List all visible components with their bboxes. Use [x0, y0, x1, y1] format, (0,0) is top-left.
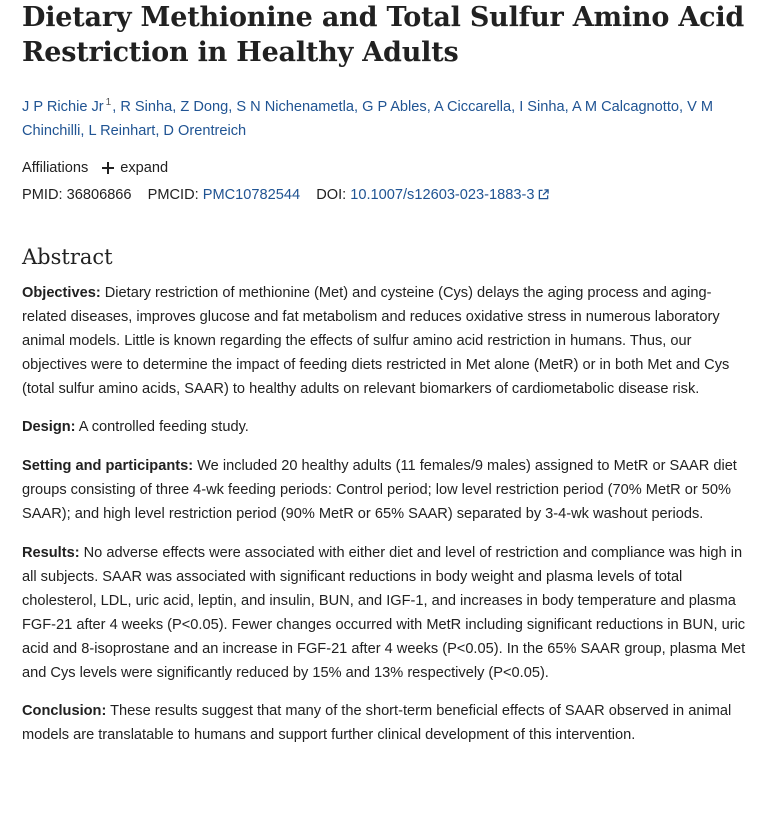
pmid-value: 36806866: [66, 186, 132, 203]
author-link[interactable]: I Sinha: [519, 98, 565, 115]
section-text: We included 20 healthy adults (11 females/9 males) assigned to MetR or SAAR diet groups consisting of three 4-wk feeding periods: Control period; low level restriction period (70% MetR or 50% SAAR); and high level restriction period (90% MetR or 65% SAAR) separated by 3-4-wk washout periods.: [22, 458, 737, 523]
author-list: J P Richie Jr $^1$, R Sinha, Z Dong, S N Nichenametla, G P Ables, A Ciccarella, I Sinha, A M Calcagnotto, V M Chinchilli, L Reinhart, D Orentreich: [22, 97, 714, 139]
section-text: These results suggest that many of the short-term beneficial effects of SAAR observed in animal models are translatable to humans and support further clinical development of this intervention.: [22, 703, 732, 744]
pmcid-link[interactable]: PMC10782544: [202, 186, 301, 203]
affiliations-label: Affiliations: [22, 159, 89, 176]
author-link[interactable]: A Ciccarella: [434, 98, 512, 115]
section-label: Results:: [22, 544, 80, 561]
abstract-conclusion: [22, 699, 752, 747]
author-link[interactable]: D Orentreich: [163, 122, 247, 139]
author-link[interactable]: J P Richie Jr: [22, 98, 104, 115]
author-link[interactable]: S N Nichenametla: [236, 98, 354, 115]
author-link[interactable]: A M Calcagnotto: [571, 98, 680, 115]
author-link[interactable]: R Sinha: [120, 98, 173, 115]
author-link[interactable]: V M Chinchilli: [22, 98, 714, 139]
section-label: Design:: [22, 419, 76, 436]
section-text: Dietary restriction of methionine (Met) and cysteine (Cys) delays the aging process and aging-related diseases, improves glucose and fat metabolism and reduces oxidative stress in numerous laboratory animal models. Little is known regarding the effects of sulfur amino acid restriction in humans. Thus, our objectives were to determine the impact of feeding diets restricted in Met alone (MetR) or in both Met and Cys (total sulfur amino acids, SAAR) to healthy adults on relevant biomarkers of cardiometabolic disease risk.: [22, 284, 730, 397]
identifiers-row: [22, 184, 746, 206]
author-link[interactable]: L Reinhart: [88, 122, 156, 139]
article-title: Dietary Methionine and Total Sulfur Amino Acid Restriction in Healthy Adults: [22, 2, 745, 68]
doi-link[interactable]: 10.1007/s12603-023-1883-3: [350, 186, 535, 203]
section-text: A controlled feeding study.: [78, 419, 249, 436]
expand-affiliations-button[interactable]: expand: [120, 159, 169, 176]
abstract-design: [22, 415, 752, 439]
abstract-objectives: [22, 281, 752, 401]
abstract-results: [22, 541, 752, 685]
plus-icon[interactable]: [102, 162, 114, 174]
affiliation-superscript[interactable]: 1: [105, 97, 112, 108]
doi-label: DOI:: [316, 186, 347, 203]
section-label: Objectives:: [22, 284, 101, 301]
abstract-heading: Abstract: [22, 244, 113, 269]
affiliations-row: [22, 157, 746, 179]
section-label: Conclusion:: [22, 703, 107, 720]
pmcid-label: PMCID:: [147, 186, 199, 203]
section-text: No adverse effects were associated with either diet and level of restriction and compliance was high in all subjects. SAAR was associated with significant reductions in body weight and plasma levels of total cholesterol, LDL, uric acid, leptin, and insulin, BUN, and IGF-1, and increases in body temperature and plasma FGF-21 after 4 weeks (P<0.05). Fewer changes occurred with MetR including significant reductions in BUN, uric acid and 8-isoprostane and an increase in FGF-21 after 4 weeks (P<0.05). In the 65% SAAR group, plasma Met and Cys levels were significantly reduced by 15% and 13% respectively (P<0.05).: [22, 544, 746, 681]
abstract-setting: [22, 454, 752, 526]
external-link-icon[interactable]: [538, 189, 549, 200]
pmid-label: PMID:: [22, 186, 63, 203]
section-label: Setting and participants:: [22, 458, 194, 475]
author-link[interactable]: Z Dong: [180, 98, 229, 115]
author-link[interactable]: G P Ables: [362, 98, 427, 115]
